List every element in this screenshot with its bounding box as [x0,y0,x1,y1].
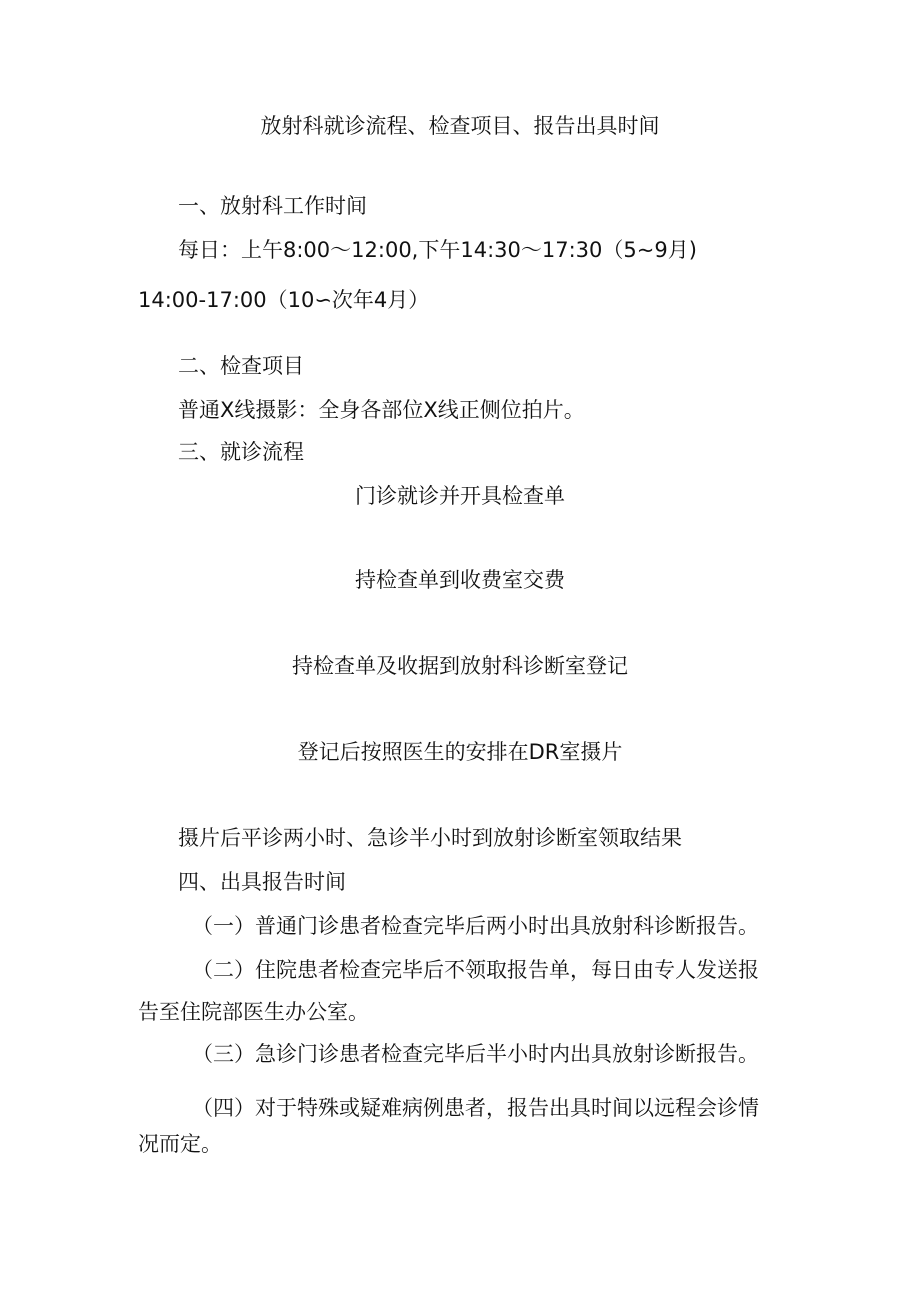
report-item-3: （三）急诊门诊患者检查完毕后半小时内出具放射诊断报告。 [192,1042,759,1066]
procedure-step-3: 持检查单及收据到放射科诊断室登记 [292,654,628,678]
report-item-2-line-1: （二）住院患者检查完毕后不领取报告单，每日由专人发送报 [192,958,759,982]
procedure-step-1: 门诊就诊并开具检查单 [355,484,565,508]
section-heading-report-time: 四、出具报告时间 [178,870,346,894]
section-heading-exam-items: 二、检查项目 [178,354,304,378]
procedure-step-2: 持检查单到收费室交费 [355,568,565,592]
section-heading-work-hours: 一、放射科工作时间 [178,194,367,218]
procedure-step-5: 摄片后平诊两小时、急诊半小时到放射诊断室领取结果 [178,826,682,850]
report-item-2-line-2: 告至住院部医生办公室。 [138,1000,369,1024]
document-title: 放射科就诊流程、检查项目、报告出具时间 [260,114,660,138]
work-hours-line-2: 14:00-17:00（10∽次年4月） [138,288,430,312]
work-hours-line-1: 每日：上午8:00～12:00,下午14:30～17:30（5~9月) [178,238,697,262]
procedure-step-4: 登记后按照医生的安排在DR室摄片 [297,740,623,764]
report-item-4-line-2: 况而定。 [138,1132,222,1156]
report-item-1: （一）普通门诊患者检查完毕后两小时出具放射科诊断报告。 [192,914,759,938]
report-item-4-line-1: （四）对于特殊或疑难病例患者，报告出具时间以远程会诊情 [192,1096,759,1120]
exam-items-line: 普通X线摄影：全身各部位X线正侧位拍片。 [178,398,585,422]
section-heading-procedure: 三、就诊流程 [178,440,304,464]
